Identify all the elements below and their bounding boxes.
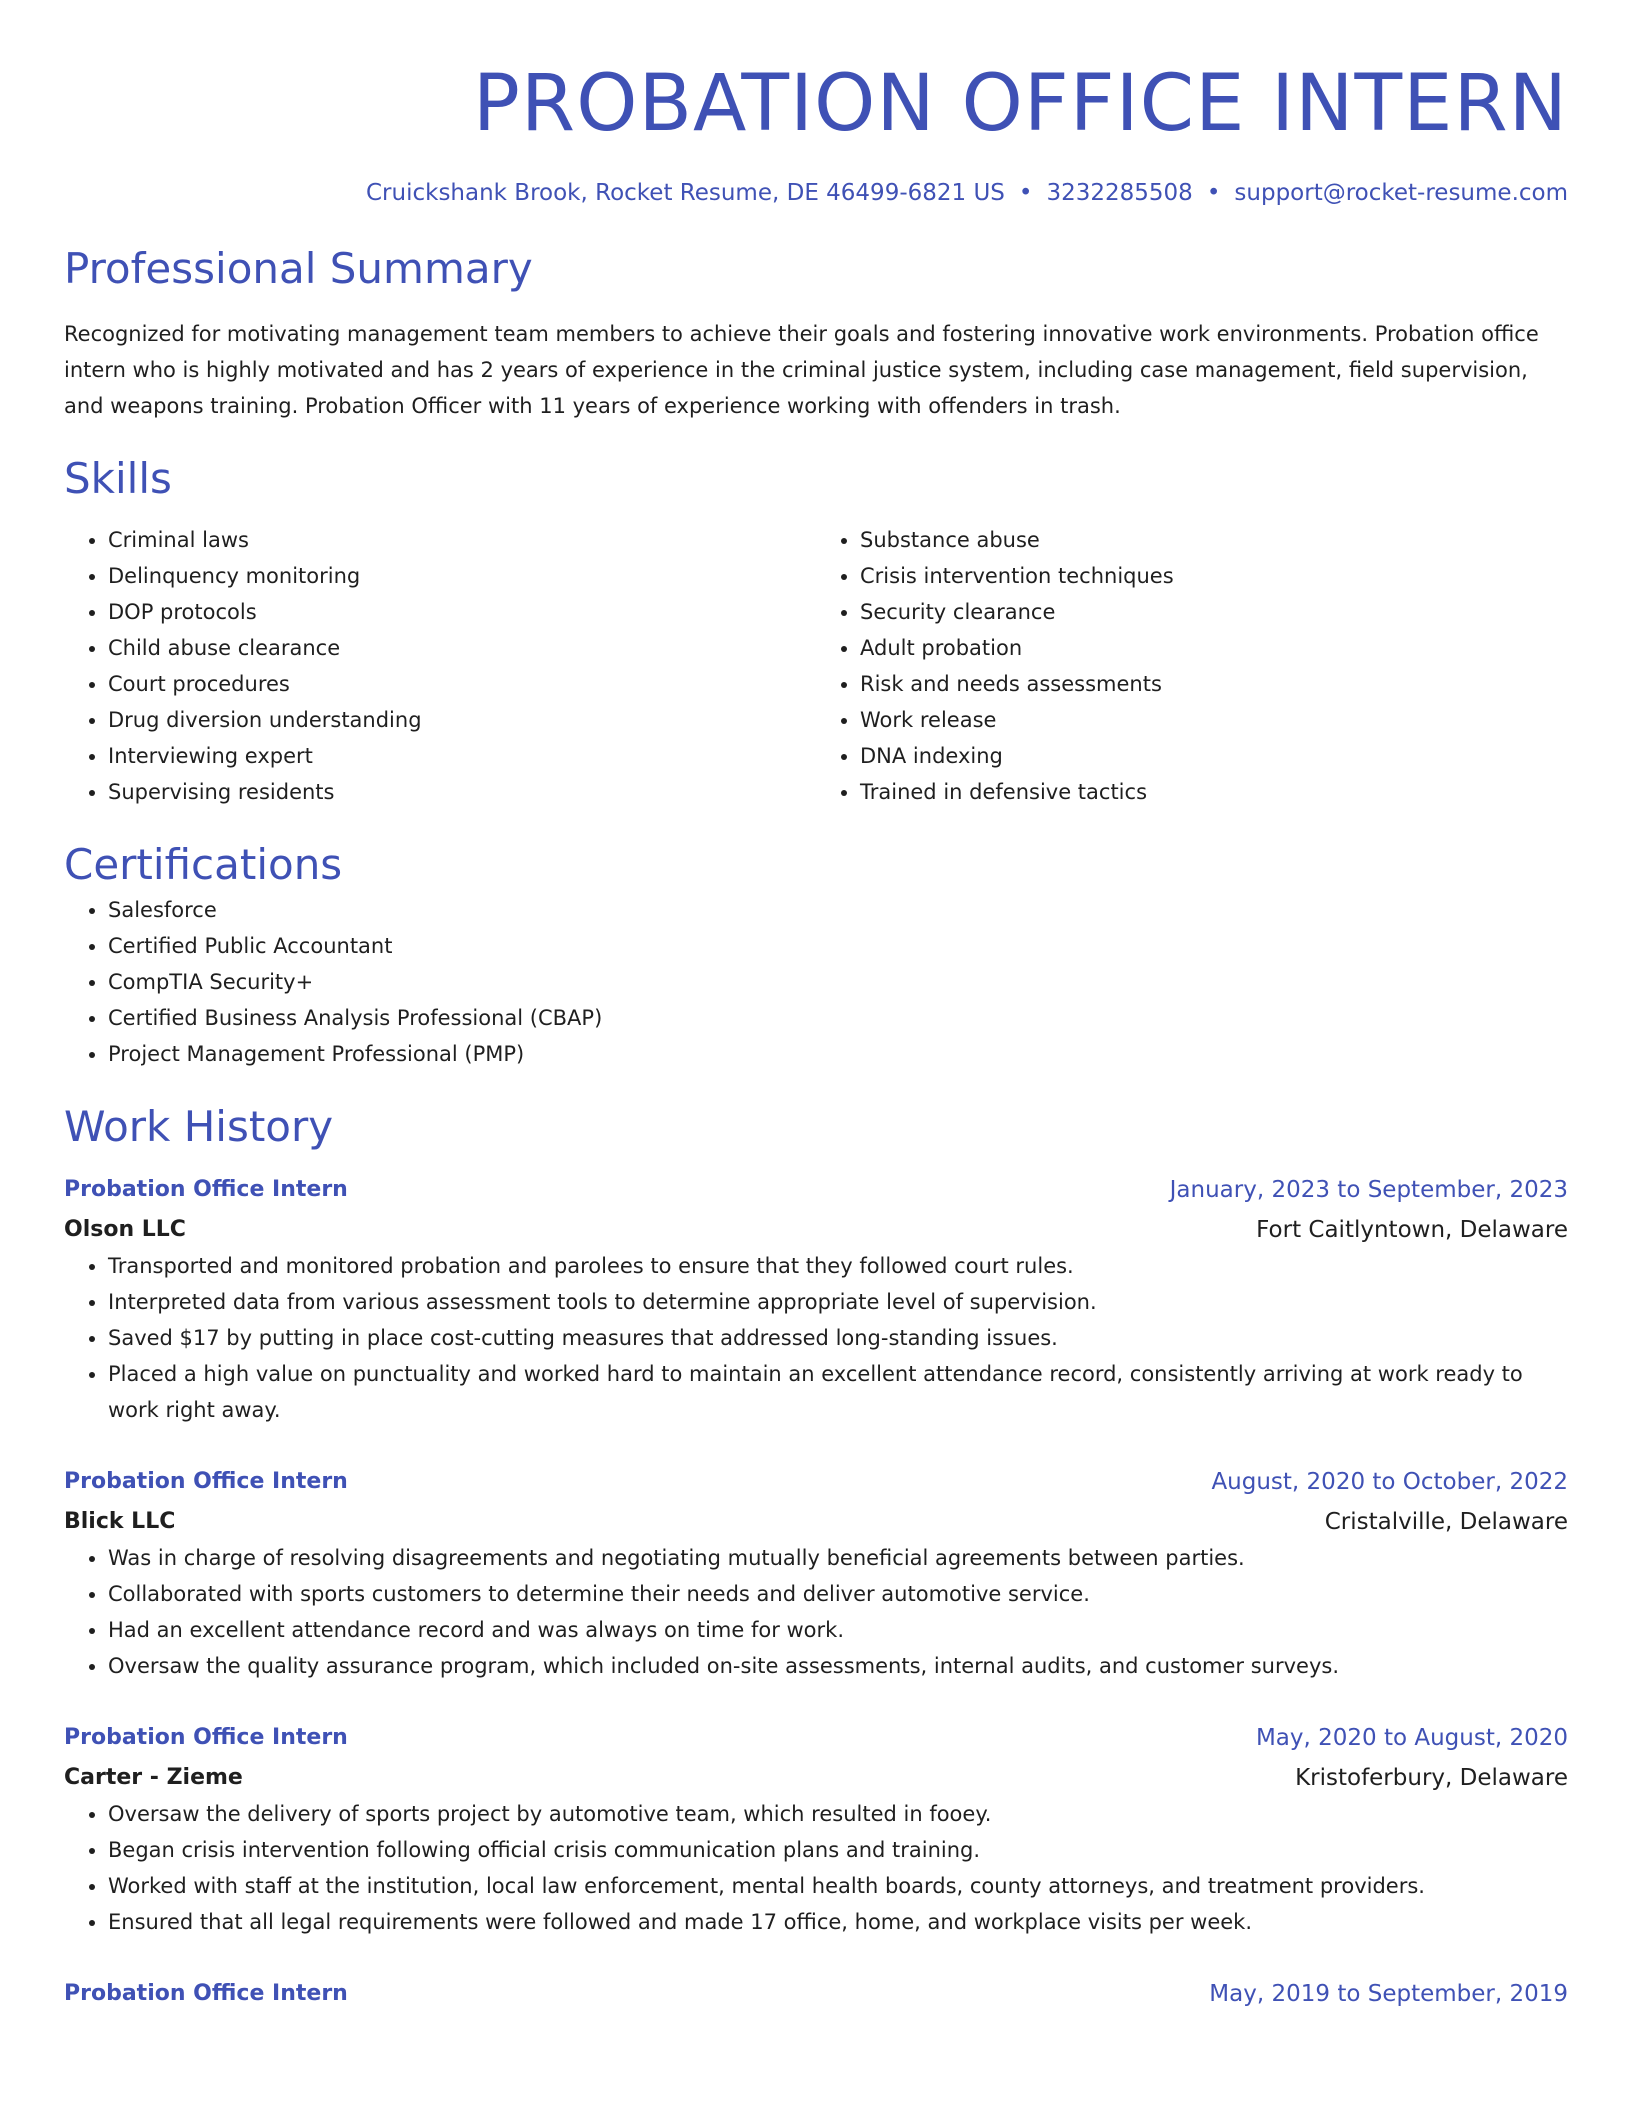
skills-list-right — [816, 522, 1568, 810]
skill-item: • DNA indexing — [860, 738, 1568, 774]
duty-item: • Placed a high value on punctuality and worked hard to maintain an excellent attendance record, consistently arriving at work ready to work right away. — [108, 1356, 1568, 1428]
job-company: Carter - Zieme — [64, 1765, 243, 1790]
duty-item: • Was in charge of resolving disagreements and negotiating mutually beneficial agreements between parties. — [108, 1540, 1568, 1576]
job-company: Olson LLC — [64, 1217, 186, 1242]
job-dates: May, 2019 to September, 2019 — [1209, 1981, 1568, 2007]
job-entry — [64, 1976, 1568, 2016]
contact-phone: 3232285508 — [1046, 180, 1193, 206]
skill-item: • Delinquency monitoring — [108, 558, 816, 594]
skills-heading: Skills — [64, 454, 172, 503]
job-entry — [64, 1720, 1568, 1940]
skill-item: • Child abuse clearance — [108, 630, 816, 666]
job-dates: August, 2020 to October, 2022 — [1211, 1469, 1568, 1495]
contact-line — [64, 180, 1568, 206]
duty-item: • Transported and monitored probation and parolees to ensure that they followed court rules. — [108, 1248, 1568, 1284]
skill-item: • Adult probation — [860, 630, 1568, 666]
job-title: Probation Office Intern — [64, 1469, 348, 1494]
skill-item: • Security clearance — [860, 594, 1568, 630]
certification-item: • Project Management Professional (PMP) — [108, 1036, 1568, 1072]
certification-item: • CompTIA Security+ — [108, 964, 1568, 1000]
skill-item: • Interviewing expert — [108, 738, 816, 774]
duty-item: • Worked with staff at the institution, local law enforcement, mental health boards, county attorneys, and treatment providers. — [108, 1868, 1568, 1904]
skill-item: • Criminal laws — [108, 522, 816, 558]
skill-item: • Work release — [860, 702, 1568, 738]
skills-list-left — [64, 522, 816, 810]
job-title: Probation Office Intern — [64, 1981, 348, 2006]
job-entry — [64, 1172, 1568, 1428]
skill-item: • Trained in defensive tactics — [860, 774, 1568, 810]
certifications-list — [64, 892, 1568, 1072]
skill-item: • Drug diversion understanding — [108, 702, 816, 738]
job-duties — [64, 1540, 1568, 1684]
skill-item: • Substance abuse — [860, 522, 1568, 558]
job-duties — [64, 1248, 1568, 1428]
skill-item: • Court procedures — [108, 666, 816, 702]
certification-item: • Salesforce — [108, 892, 1568, 928]
job-dates: May, 2020 to August, 2020 — [1255, 1725, 1568, 1751]
duty-item: • Saved $17 by putting in place cost-cutting measures that addressed long-standing issues. — [108, 1320, 1568, 1356]
skill-item: • Risk and needs assessments — [860, 666, 1568, 702]
contact-separator: • — [1206, 180, 1221, 206]
contact-separator: • — [1018, 180, 1033, 206]
contact-email: support@rocket-resume.com — [1234, 180, 1568, 206]
job-title: Probation Office Intern — [64, 1725, 348, 1750]
job-title: Probation Office Intern — [64, 1177, 348, 1202]
job-location: Cristalville, Delaware — [1324, 1509, 1568, 1535]
contact-address: Cruickshank Brook, Rocket Resume, DE 46499-6821 US — [366, 180, 1005, 206]
certification-item: • Certified Business Analysis Professional (CBAP) — [108, 1000, 1568, 1036]
job-dates: January, 2023 to September, 2023 — [1169, 1177, 1568, 1203]
summary-text: Recognized for motivating management team members to achieve their goals and fostering innovative work environments. Probation office intern who is highly motivated and has 2 years of experience in the criminal justice system, including case management, field supervision, and weapons training. Probation Officer with 11 years of experience working with offenders in trash. — [64, 322, 1539, 418]
duty-item: • Interpreted data from various assessment tools to determine appropriate level of supervision. — [108, 1284, 1568, 1320]
duty-item: • Began crisis intervention following official crisis communication plans and training. — [108, 1832, 1568, 1868]
duty-item: • Ensured that all legal requirements were followed and made 17 office, home, and workplace visits per week. — [108, 1904, 1568, 1940]
duty-item: • Oversaw the quality assurance program, which included on-site assessments, internal audits, and customer surveys. — [108, 1648, 1568, 1684]
resume-title: PROBATION OFFICE INTERN — [472, 59, 1568, 149]
job-location: Fort Caitlyntown, Delaware — [1256, 1217, 1568, 1243]
skills-columns — [64, 522, 1568, 810]
skill-item: • Supervising residents — [108, 774, 816, 810]
duty-item: • Collaborated with sports customers to determine their needs and deliver automotive service. — [108, 1576, 1568, 1612]
resume-page — [64, 0, 1568, 2016]
job-location: Kristoferbury, Delaware — [1295, 1765, 1568, 1791]
skill-item: • Crisis intervention techniques — [860, 558, 1568, 594]
job-entry — [64, 1464, 1568, 1684]
work-history-heading: Work History — [64, 1102, 334, 1151]
job-duties — [64, 1796, 1568, 1940]
duty-item: • Had an excellent attendance record and was always on time for work. — [108, 1612, 1568, 1648]
job-company: Blick LLC — [64, 1509, 176, 1534]
duty-item: • Oversaw the delivery of sports project by automotive team, which resulted in fooey. — [108, 1796, 1568, 1832]
certifications-heading: Certifications — [64, 840, 343, 889]
certification-item: • Certified Public Accountant — [108, 928, 1568, 964]
summary-heading: Professional Summary — [64, 244, 533, 293]
skill-item: • DOP protocols — [108, 594, 816, 630]
